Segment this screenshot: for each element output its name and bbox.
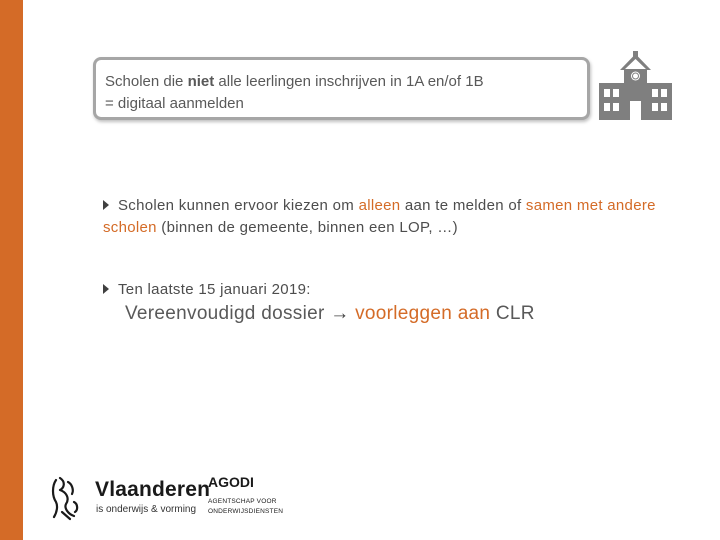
side-accent-bar (0, 0, 23, 540)
bullet-marker-icon (103, 200, 109, 210)
callout-line2: = digitaal aanmelden (105, 95, 244, 112)
callout-box (93, 57, 590, 120)
vlaanderen-wordmark: Vlaanderen (95, 478, 211, 501)
agodi-tagline-line2: ONDERWIJSDIENSTEN (208, 508, 284, 515)
bullet-item-kiezen: Scholen kunnen ervoor kiezen om alleen aan te melden of samen met andere scholen (binnen de gemeente, binnen een LOP, …) (103, 197, 656, 236)
bullet-marker-icon (103, 284, 109, 294)
callout-emphasis: niet (187, 73, 215, 90)
vlaanderen-lion-icon (48, 472, 84, 522)
bullet-item-deadline: Ten laatste 15 januari 2019: (103, 279, 663, 301)
sub-item-dossier: Vereenvoudigd dossier → voorleggen aan CLR (125, 303, 535, 324)
footer-logos (48, 470, 308, 530)
arrow-right-icon: → (330, 303, 350, 324)
agodi-wordmark: AGODI (208, 474, 254, 490)
school-building-icon (597, 51, 674, 120)
agodi-tagline-line1: AGENTSCHAP VOOR (208, 498, 277, 505)
vlaanderen-tagline: is onderwijs & vorming (96, 504, 197, 515)
callout-line1: Scholen die niet alle leerlingen inschrijven in 1A en/of 1B (105, 73, 484, 90)
